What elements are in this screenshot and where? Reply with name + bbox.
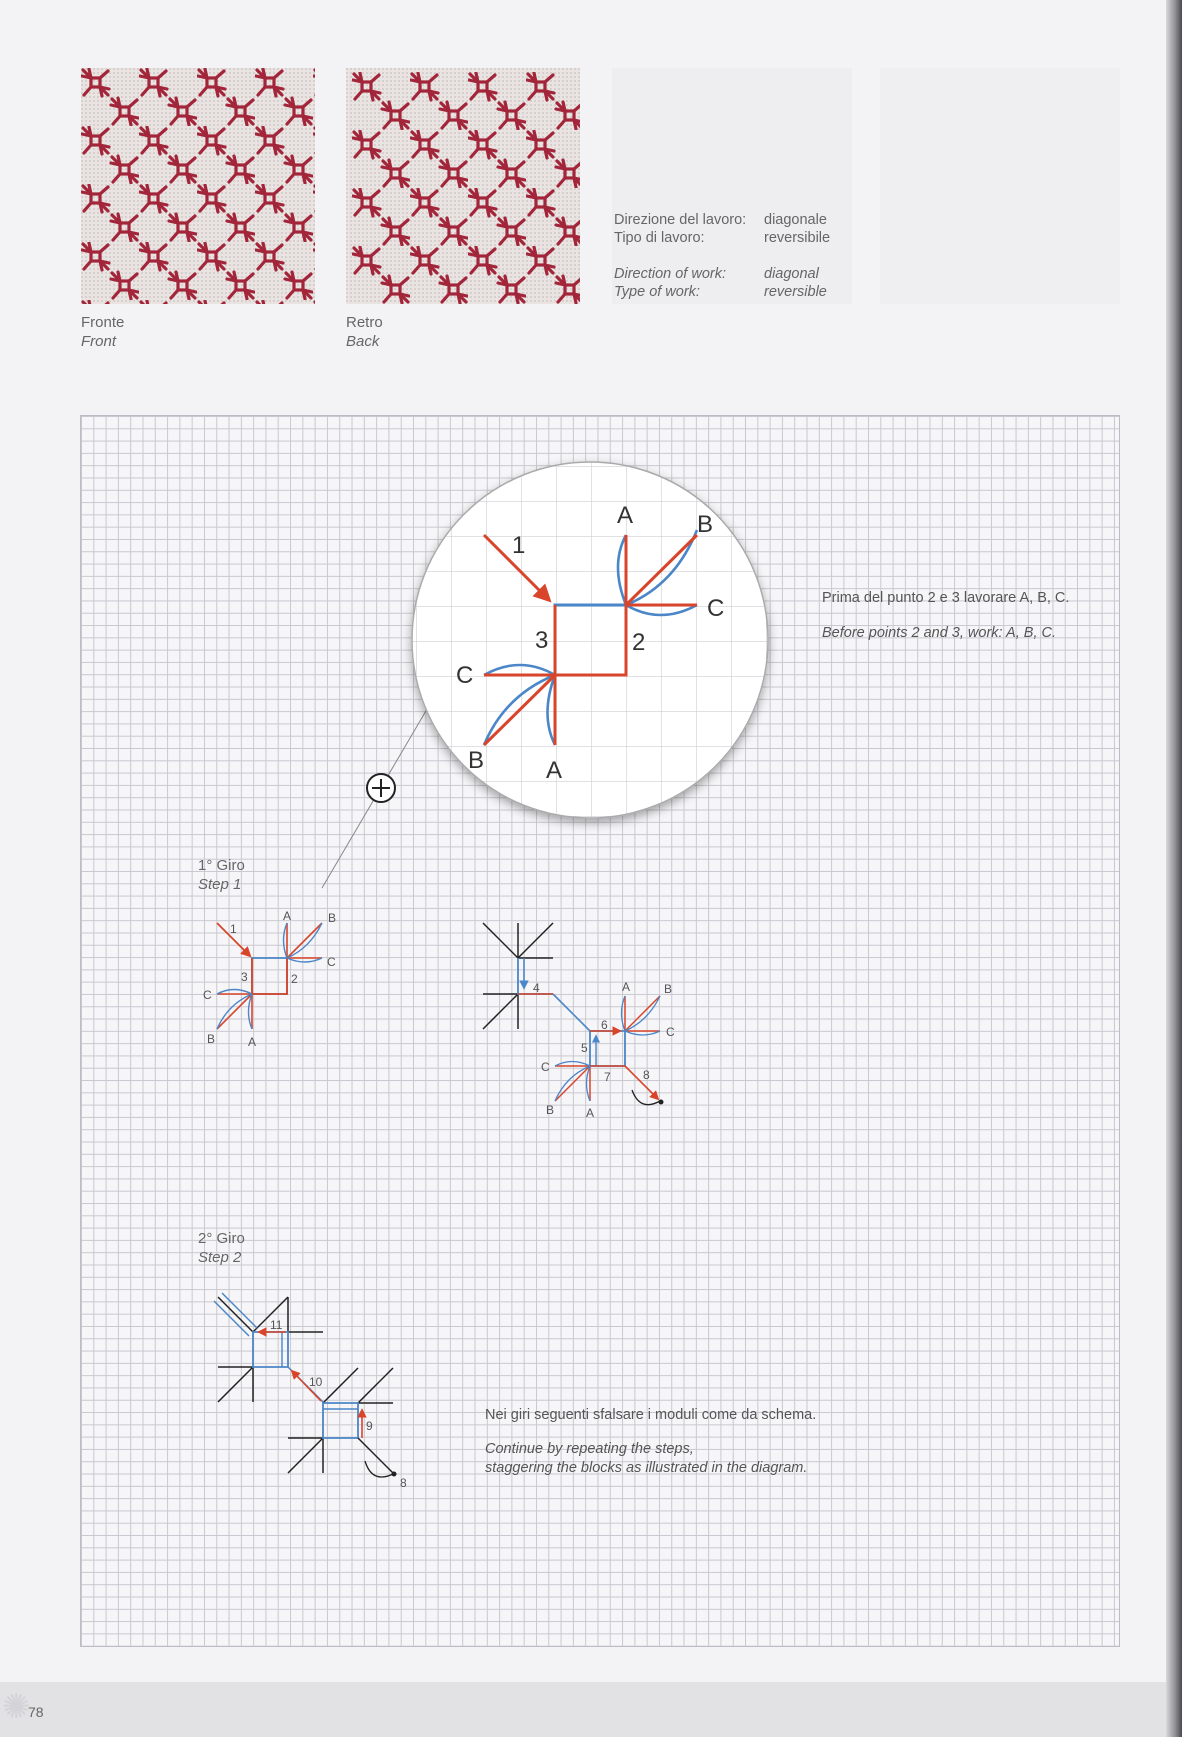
zoom-plus-icon	[367, 774, 395, 802]
svg-text:2: 2	[291, 972, 298, 986]
zoom-label-c-left: C	[456, 662, 474, 689]
step2-diagram	[214, 1293, 407, 1490]
svg-text:8: 8	[400, 1476, 407, 1490]
svg-text:C: C	[666, 1025, 675, 1039]
svg-text:1: 1	[230, 922, 237, 936]
svg-text:9: 9	[366, 1419, 373, 1433]
zoom-label-2: 2	[632, 629, 646, 656]
step1-label: 1° Giro Step 1	[198, 857, 245, 893]
svg-text:7: 7	[604, 1070, 611, 1084]
bottom-note: Nei giri seguenti sfalsare i moduli come da schema. Continue by repeating the steps, staggering the blocks as illustrated in the diagram.	[485, 1407, 817, 1476]
svg-text:A: A	[622, 980, 631, 994]
page-footer	[0, 1682, 1166, 1737]
svg-text:10: 10	[309, 1375, 323, 1389]
svg-text:B: B	[207, 1032, 216, 1046]
zoom-label-3: 3	[535, 627, 549, 654]
zoom-label-a-bottom: A	[546, 757, 563, 784]
svg-text:A: A	[248, 1035, 257, 1049]
svg-text:B: B	[328, 911, 337, 925]
svg-text:A: A	[586, 1106, 595, 1120]
svg-text:4: 4	[533, 981, 540, 995]
svg-text:B: B	[546, 1103, 555, 1117]
zoom-label-b-bottom: B	[468, 747, 485, 774]
page-number: 78	[28, 1704, 44, 1720]
svg-text:B: B	[664, 982, 673, 996]
zoom-label-b-top: B	[697, 511, 714, 538]
svg-text:5: 5	[581, 1041, 588, 1055]
svg-text:A: A	[283, 909, 292, 923]
svg-text:6: 6	[601, 1018, 608, 1032]
zoom-label-1: 1	[512, 532, 526, 559]
front-caption: Fronte Front	[81, 314, 125, 350]
back-caption: Retro Back	[346, 314, 383, 350]
zoom-circle	[412, 462, 768, 818]
zoom-note: Prima del punto 2 e 3 lavorare A, B, C. Before points 2 and 3, work: A, B, C.	[822, 590, 1070, 641]
zoom-label-a-top: A	[617, 502, 634, 529]
zoom-label-c-right: C	[707, 595, 725, 622]
decorative-star-icon: ✺	[2, 1688, 31, 1726]
svg-text:C: C	[541, 1060, 550, 1074]
svg-text:C: C	[203, 988, 212, 1002]
svg-text:3: 3	[241, 970, 248, 984]
step1-continued-diagram	[483, 923, 675, 1120]
svg-text:11: 11	[270, 1318, 283, 1332]
work-info: Direzione del lavoro: diagonale Tipo di lavoro: reversibile Direction of work: diagonal Type of work: reversible	[614, 212, 831, 300]
step1-diagram	[203, 909, 336, 1049]
svg-text:8: 8	[643, 1068, 650, 1082]
svg-text:C: C	[327, 955, 336, 969]
step2-label: 2° Giro Step 2	[198, 1230, 245, 1266]
